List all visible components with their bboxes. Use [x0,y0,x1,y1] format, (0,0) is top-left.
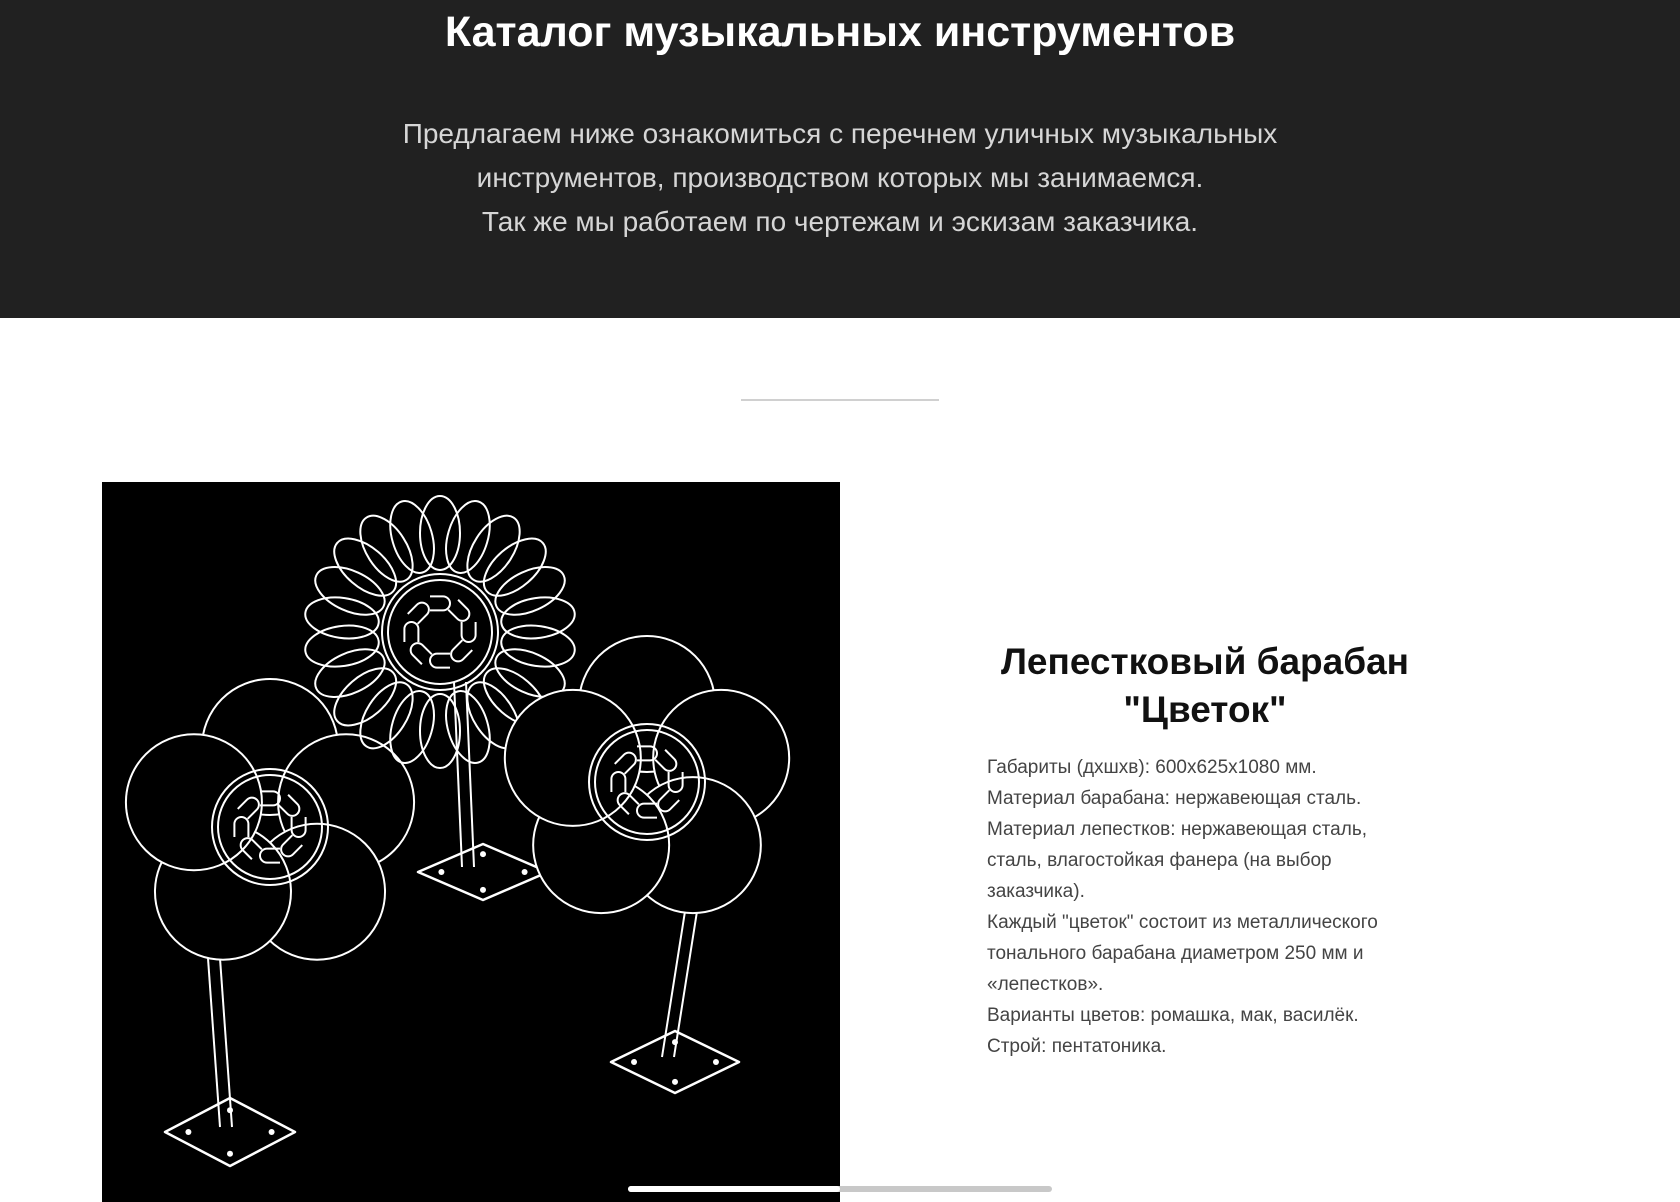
spec-line: заказчика). [987,881,1085,902]
center-flower-drum-tongue [430,654,450,668]
center-flower-petal [308,557,392,624]
flower-drums-illustration-icon [102,482,840,1202]
center-flower-base [418,844,548,900]
center-flower-petal [420,496,460,570]
center-flower-petal [457,507,531,591]
center-flower-petal [350,507,424,591]
center-flower-drum-tongue [408,640,432,664]
center-flower-petal [488,557,572,624]
center-flower-drum-tongue [448,600,472,624]
hero-description [0,112,1680,244]
product-title-line: Лепестковый барабан [1000,641,1410,682]
center-flower-drum-tongue [404,622,418,642]
spec-line: тонального барабана диаметром 250 мм и [987,943,1364,964]
spec-line: Каждый "цветок" состоит из металлического [987,912,1378,933]
spec-line: Материал барабана: нержавеющая сталь. [987,788,1362,809]
center-flower-petal [308,640,392,707]
center-flower-drum-tongue [462,622,476,642]
hero-section [0,0,1680,318]
center-flower-petal [420,694,460,768]
spec-line: Варианты цветов: ромашка, мак, василёк. [987,1005,1359,1026]
center-flower-drum-tongue [430,596,450,610]
spec-line: Строй: пентатоника. [987,1036,1167,1057]
spec-line: «лепестков». [987,974,1104,995]
center-flower-pole [454,682,462,867]
page-title: Каталог музыкальных инструментов [444,8,1236,56]
product-title-line: "Цветок" [1123,689,1287,730]
spec-line: сталь, влагостойкая фанера (на выбор [987,850,1332,871]
section-divider [741,399,939,401]
right-flower-base [611,1031,739,1093]
spec-line: Материал лепестков: нержавеющая сталь, [987,819,1367,840]
product-image[interactable] [102,482,840,1202]
product-title [960,638,1450,734]
spec-line: Габариты (дхшхв): 600х625х1080 мм. [987,757,1317,778]
center-flower-drum-tongue [408,600,432,624]
center-flower-drum [382,574,498,690]
scrollbar-thumb[interactable] [628,1186,840,1192]
hero-description-line: инструментов, производством которых мы занимаемся. [476,162,1204,193]
product-specs [987,752,1447,1062]
center-flower-drum-tongue [448,640,472,664]
hero-description-line: Предлагаем ниже ознакомиться с перечнем уличных музыкальных [402,118,1278,149]
hero-description-line: Так же мы работаем по чертежам и эскизам заказчика. [481,206,1199,237]
